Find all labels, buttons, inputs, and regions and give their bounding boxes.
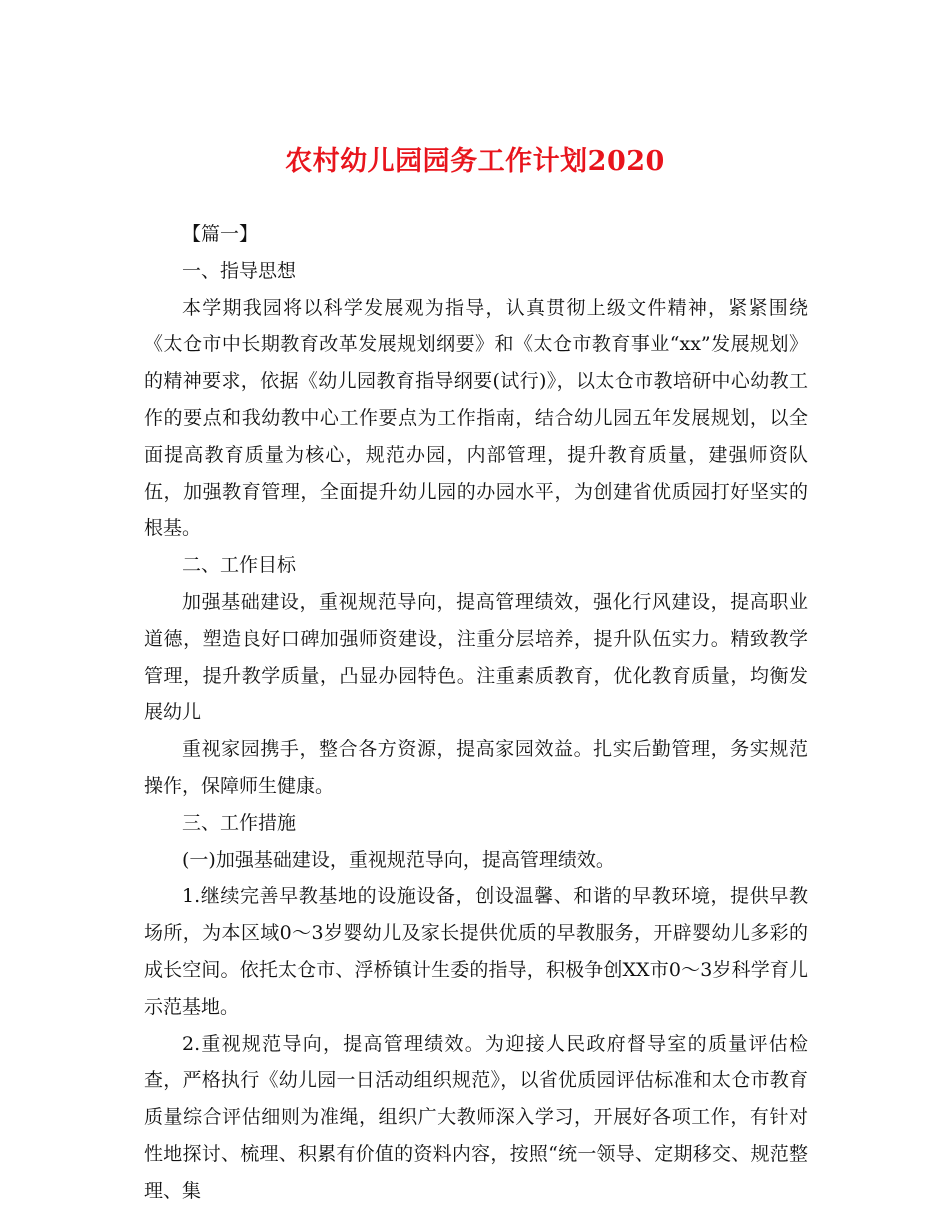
subsection-heading-1: (一)加强基础建设，重视规范导向，提高管理绩效。	[182, 848, 615, 871]
paragraph-measure-2: 2.重视规范导向，提高管理绩效。为迎接人民政府督导室的质量评估检查，严格执行《幼儿园一日活动组织规范》，以省优质园评估标准和太仓市教育质量综合评估细则为准绳，组织广大教师深入学习，开展好各项工作，有针对性地探讨、梳理、积累有价值的资料内容，按照“统一领导、定期移交、规范整理、集	[144, 1032, 808, 1202]
paragraph-work-goals: 加强基础建设，重视规范导向，提高管理绩效，强化行风建设，提高职业道德，塑造良好口碑加强师资建设，注重分层培养，提升队伍实力。精致教学管理，提升教学质量，凸显办园特色。注重素质教育，优化教育质量，均衡发展幼儿	[144, 590, 808, 724]
section-heading-work-measures: 三、工作措施	[182, 811, 297, 834]
paragraph-guiding-ideology: 本学期我园将以科学发展观为指导，认真贯彻上级文件精神，紧紧围绕《太仓市中长期教育改革发展规划纲要》和《太仓市教育事业“xx”发展规划》的精神要求，依据《幼儿园教育指导纲要(试行)》，以太仓市教培研中心幼教工作的要点和我幼教中心工作要点为工作指南，结合幼儿园五年发展规划，以全面提高教育质量为核心，规范办园，内部管理，提升教育质量，建强师资队伍，加强教育管理，全面提升幼儿园的办园水平，为创建省优质园打好坚实的根基。	[144, 296, 808, 540]
document-body	[144, 216, 808, 1210]
section-marker: 【篇一】	[182, 223, 259, 245]
document-title: 农村幼儿园园务工作计划2020	[285, 146, 665, 177]
paragraph-work-goals-continued: 重视家园携手，整合各方资源，提高家园效益。扎实后勤管理，务实规范操作，保障师生健康。	[144, 738, 808, 797]
section-heading-work-goals: 二、工作目标	[182, 554, 297, 577]
section-heading-guiding-ideology: 一、指导思想	[182, 259, 297, 282]
paragraph-measure-1: 1.继续完善早教基地的设施设备，创设温馨、和谐的早教环境，提供早教场所，为本区域0～3岁婴幼儿及家长提供优质的早教服务，开辟婴幼儿多彩的成长空间。依托太仓市、浮桥镇计生委的指导，积极争创XX市0～3岁科学育儿示范基地。	[144, 885, 808, 1018]
